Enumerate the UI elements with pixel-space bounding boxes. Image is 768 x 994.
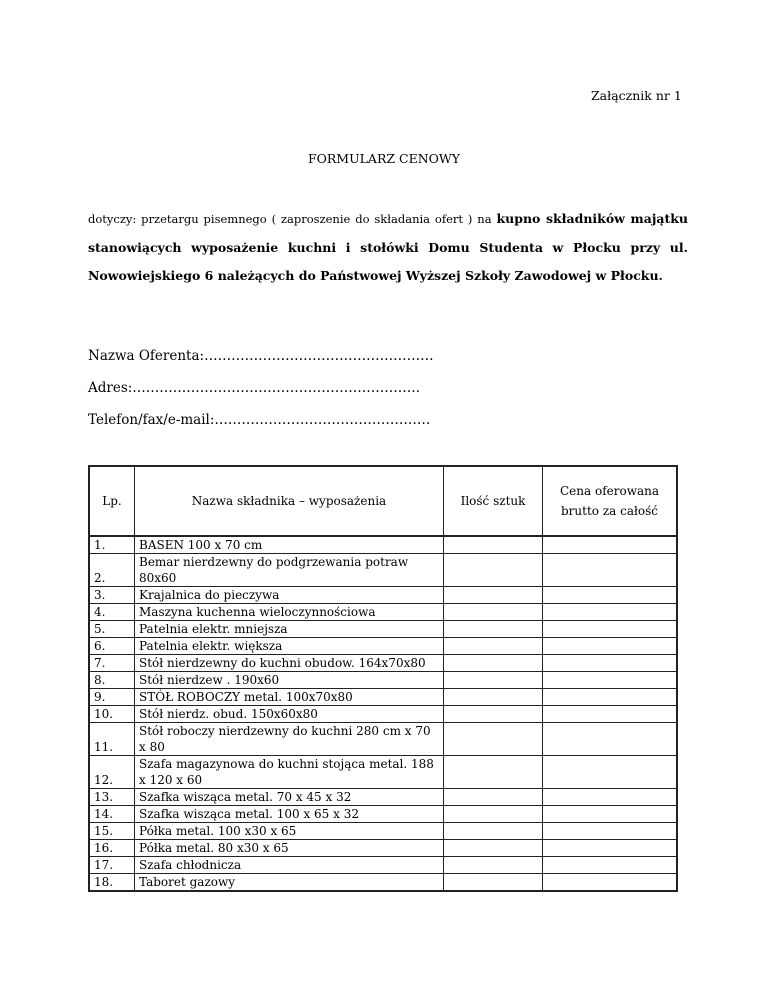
row-price-cell[interactable] xyxy=(543,604,678,621)
row-qty-cell[interactable] xyxy=(444,604,543,621)
row-price-cell[interactable] xyxy=(543,840,678,857)
row-lp: 4. xyxy=(89,604,135,621)
table-row xyxy=(89,536,677,554)
table-row xyxy=(89,672,677,689)
table-row xyxy=(89,689,677,706)
row-price-cell[interactable] xyxy=(543,655,678,672)
row-name: Taboret gazowy xyxy=(135,874,444,892)
row-name: Szafa chłodnicza xyxy=(135,857,444,874)
header-price-line1: Cena oferowana xyxy=(559,484,660,498)
row-qty-cell[interactable] xyxy=(444,840,543,857)
row-lp: 2. xyxy=(89,554,135,587)
row-lp: 10. xyxy=(89,706,135,723)
row-lp: 11. xyxy=(89,723,135,756)
row-price-cell[interactable] xyxy=(543,536,678,554)
row-name: Szafka wisząca metal. 70 x 45 x 32 xyxy=(135,789,444,806)
row-price-cell[interactable] xyxy=(543,554,678,587)
row-price-cell[interactable] xyxy=(543,874,678,892)
page-title: FORMULARZ CENOWY xyxy=(307,151,461,166)
row-price-cell[interactable] xyxy=(543,806,678,823)
row-price-cell[interactable] xyxy=(543,587,678,604)
table-row xyxy=(89,554,677,587)
row-lp: 16. xyxy=(89,840,135,857)
row-price-cell[interactable] xyxy=(543,706,678,723)
row-qty-cell[interactable] xyxy=(444,706,543,723)
row-lp: 5. xyxy=(89,621,135,638)
address-field[interactable]: Adres:………………………………………………………. xyxy=(88,380,421,396)
row-price-cell[interactable] xyxy=(543,789,678,806)
row-qty-cell[interactable] xyxy=(444,554,543,587)
intro-paragraph xyxy=(88,205,688,291)
table-header-row xyxy=(89,466,677,536)
row-lp: 13. xyxy=(89,789,135,806)
row-qty-cell[interactable] xyxy=(444,672,543,689)
row-lp: 17. xyxy=(89,857,135,874)
row-lp: 3. xyxy=(89,587,135,604)
row-qty-cell[interactable] xyxy=(444,857,543,874)
header-price xyxy=(543,466,678,536)
header-name: Nazwa składnika – wyposażenia xyxy=(135,466,444,536)
table-row xyxy=(89,604,677,621)
row-name: Półka metal. 100 x30 x 65 xyxy=(135,823,444,840)
row-lp: 8. xyxy=(89,672,135,689)
table-row xyxy=(89,621,677,638)
annex-label: Załącznik nr 1 xyxy=(591,88,682,103)
row-name: Stół nierdz. obud. 150x60x80 xyxy=(135,706,444,723)
row-qty-cell[interactable] xyxy=(444,655,543,672)
row-name: Półka metal. 80 x30 x 65 xyxy=(135,840,444,857)
table-row xyxy=(89,756,677,789)
intro-bold: kupno składników majątku stanowiących wyposażenie kuchni i stołówki Domu Studenta w Płocku przy ul. Nowowiejskiego 6 należących do Państwowej Wyższej Szkoły Zawodowej w Płocku. xyxy=(88,211,688,283)
table-row xyxy=(89,587,677,604)
row-name: BASEN 100 x 70 cm xyxy=(135,536,444,554)
row-name: Szafka wisząca metal. 100 x 65 x 32 xyxy=(135,806,444,823)
header-price-line2: brutto za całość xyxy=(561,504,658,518)
row-price-cell[interactable] xyxy=(543,672,678,689)
contact-field[interactable]: Telefon/fax/e-mail:………………………………………… xyxy=(88,412,431,428)
table-body xyxy=(89,536,677,891)
row-lp: 1. xyxy=(89,536,135,554)
row-lp: 12. xyxy=(89,756,135,789)
row-name: STÓŁ ROBOCZY metal. 100x70x80 xyxy=(135,689,444,706)
bidder-name-field[interactable]: Nazwa Oferenta:…………………………………………… xyxy=(88,348,434,364)
row-name: Bemar nierdzewny do podgrzewania potraw 80x60 xyxy=(135,554,444,587)
row-name: Szafa magazynowa do kuchni stojąca metal. 188 x 120 x 60 xyxy=(135,756,444,789)
row-qty-cell[interactable] xyxy=(444,874,543,892)
row-qty-cell[interactable] xyxy=(444,823,543,840)
row-price-cell[interactable] xyxy=(543,689,678,706)
row-name: Maszyna kuchenna wieloczynnościowa xyxy=(135,604,444,621)
row-name: Stół nierdzewny do kuchni obudow. 164x70x80 xyxy=(135,655,444,672)
row-qty-cell[interactable] xyxy=(444,789,543,806)
row-qty-cell[interactable] xyxy=(444,587,543,604)
row-price-cell[interactable] xyxy=(543,756,678,789)
row-qty-cell[interactable] xyxy=(444,689,543,706)
row-qty-cell[interactable] xyxy=(444,806,543,823)
row-qty-cell[interactable] xyxy=(444,536,543,554)
row-lp: 18. xyxy=(89,874,135,892)
row-name: Stół roboczy nierdzewny do kuchni 280 cm x 70 x 80 xyxy=(135,723,444,756)
row-lp: 6. xyxy=(89,638,135,655)
row-lp: 14. xyxy=(89,806,135,823)
row-qty-cell[interactable] xyxy=(444,723,543,756)
row-name: Krajalnica do pieczywa xyxy=(135,587,444,604)
row-lp: 7. xyxy=(89,655,135,672)
row-lp: 9. xyxy=(89,689,135,706)
table-row xyxy=(89,638,677,655)
intro-prefix: dotyczy: przetargu pisemnego ( zaproszenie do składania ofert ) na xyxy=(88,212,497,226)
header-qty: Ilość sztuk xyxy=(444,466,543,536)
table-row xyxy=(89,655,677,672)
price-table xyxy=(88,465,678,892)
row-price-cell[interactable] xyxy=(543,857,678,874)
row-name: Patelnia elektr. mniejsza xyxy=(135,621,444,638)
row-name: Stół nierdzew . 190x60 xyxy=(135,672,444,689)
row-qty-cell[interactable] xyxy=(444,638,543,655)
row-price-cell[interactable] xyxy=(543,621,678,638)
table-row xyxy=(89,806,677,823)
row-price-cell[interactable] xyxy=(543,638,678,655)
table-row xyxy=(89,723,677,756)
table-row xyxy=(89,706,677,723)
row-price-cell[interactable] xyxy=(543,823,678,840)
row-price-cell[interactable] xyxy=(543,723,678,756)
table-row xyxy=(89,857,677,874)
row-qty-cell[interactable] xyxy=(444,756,543,789)
header-lp: Lp. xyxy=(89,466,135,536)
table-row xyxy=(89,789,677,806)
row-lp: 15. xyxy=(89,823,135,840)
table-row xyxy=(89,823,677,840)
row-name: Patelnia elektr. większa xyxy=(135,638,444,655)
table-row xyxy=(89,874,677,892)
table-row xyxy=(89,840,677,857)
row-qty-cell[interactable] xyxy=(444,621,543,638)
